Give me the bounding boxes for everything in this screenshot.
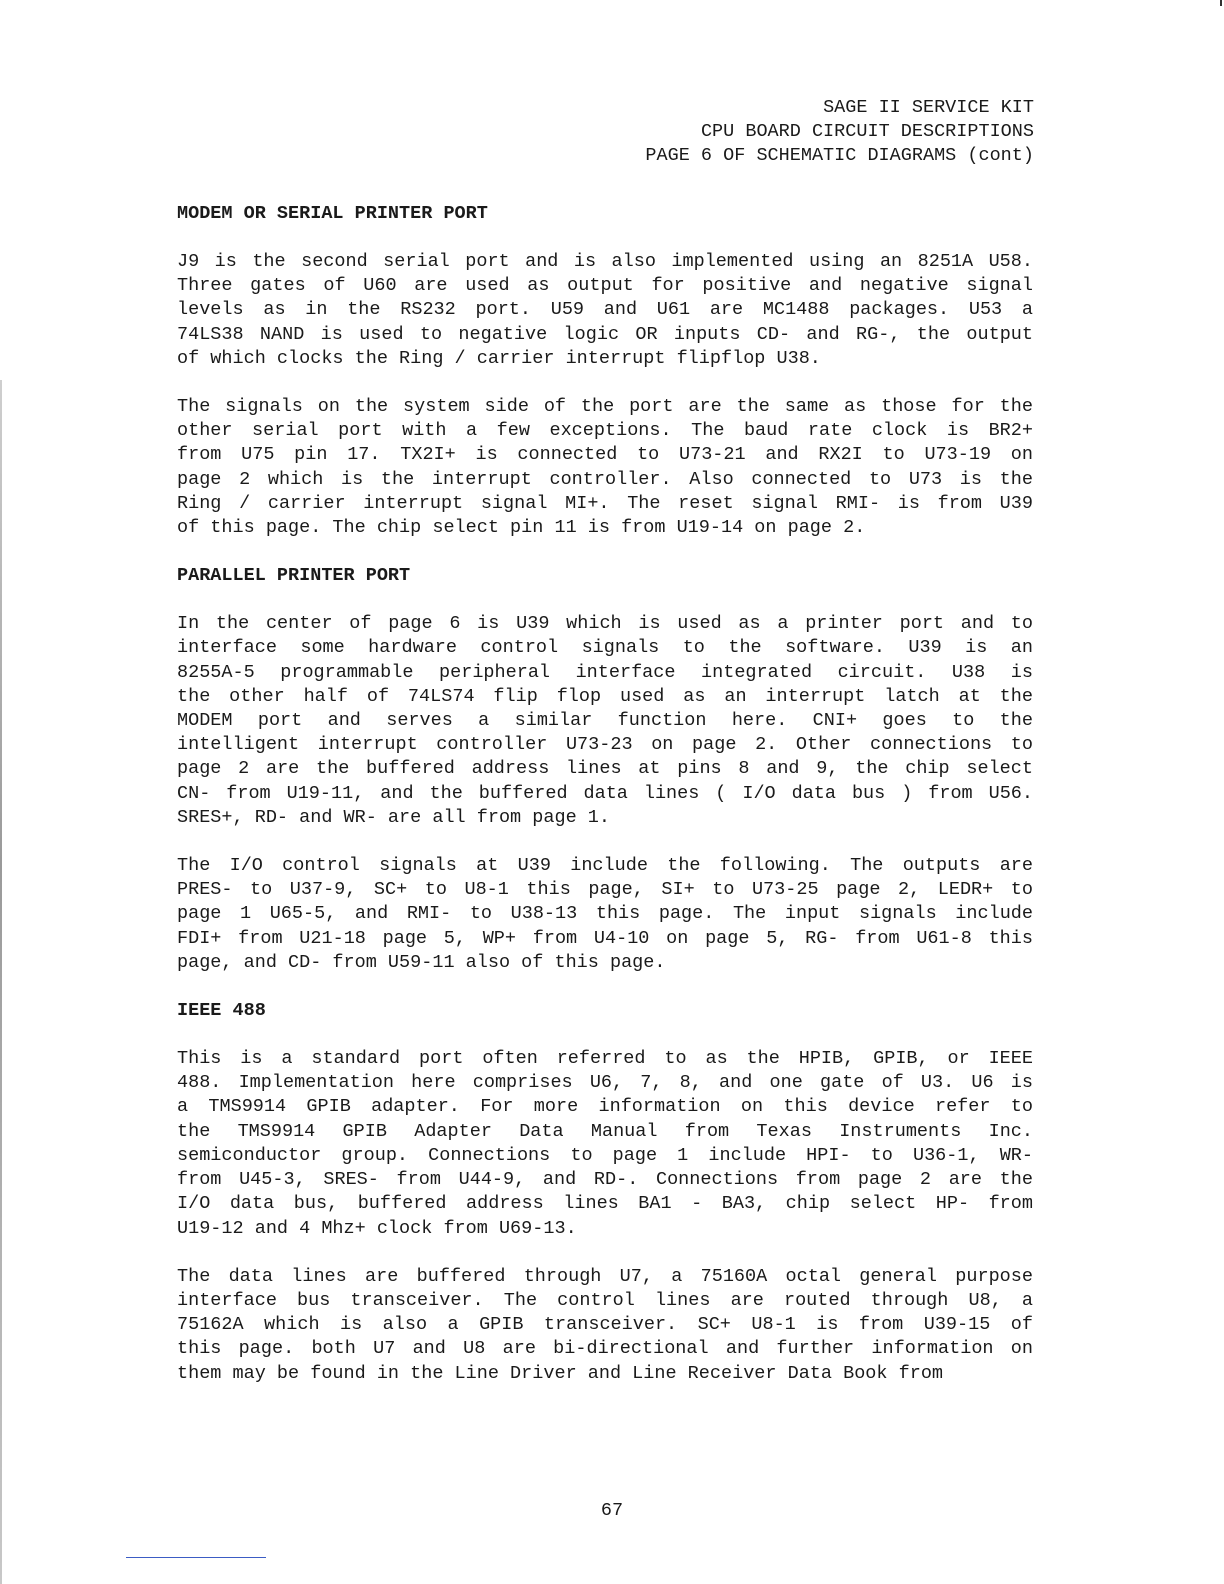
- text-line: In the center of page 6 is U39 which is used as a printer port and to: [177, 613, 1033, 635]
- page-number: 67: [600, 1500, 624, 1521]
- text-line: this page. both U7 and U8 are bi-directional and further information on: [177, 1338, 1033, 1360]
- text-line: 8255A-5 programmable peripheral interface integrated circuit. U38 is: [177, 661, 1033, 683]
- paragraph: [177, 854, 1033, 975]
- paragraph: [177, 1047, 1033, 1241]
- document-body: [177, 202, 1033, 1410]
- text-line: a TMS9914 GPIB adapter. For more information on this device refer to: [177, 1096, 1033, 1118]
- section: [177, 202, 1033, 540]
- text-line: PRES- to U37-9, SC+ to U8-1 this page, SI+ to U73-25 page 2, LEDR+ to: [177, 879, 1033, 901]
- text-line: I/O data bus, buffered address lines BA1 - BA3, chip select HP- from: [177, 1193, 1033, 1215]
- section-heading: MODEM OR SERIAL PRINTER PORT: [177, 203, 488, 224]
- header-subtitle: CPU BOARD CIRCUIT DESCRIPTIONS: [700, 121, 1034, 142]
- text-line: other serial port with a few exceptions. The baud rate clock is BR2+: [177, 420, 1033, 442]
- text-line: MODEM port and serves a similar function here. CNI+ goes to the: [177, 710, 1033, 732]
- section: [177, 999, 1033, 1386]
- text-line: of which clocks the Ring / carrier interrupt flipflop U38.: [177, 347, 821, 369]
- section-heading: IEEE 488: [177, 1000, 266, 1022]
- text-line: page 2 are the buffered address lines at pins 8 and 9, the chip select: [177, 758, 1033, 780]
- text-line: page, and CD- from U59-11 also of this page.: [177, 951, 666, 973]
- text-line: interface some hardware control signals to the software. U39 is an: [177, 637, 1033, 659]
- text-line: U19-12 and 4 Mhz+ clock from U69-13.: [177, 1217, 577, 1239]
- paragraph: [177, 395, 1033, 540]
- text-line: of this page. The chip select pin 11 is from U19-14 on page 2.: [177, 517, 866, 539]
- text-line: FDI+ from U21-18 page 5, WP+ from U4-10 on page 5, RG- from U61-8 this: [177, 927, 1033, 949]
- text-line: This is a standard port often referred to as the HPIB, GPIB, or IEEE: [177, 1048, 1033, 1070]
- scan-left-edge: [0, 380, 2, 1584]
- text-line: J9 is the second serial port and is also implemented using an 8251A U58.: [177, 251, 1033, 272]
- text-line: Three gates of U60 are used as output for positive and negative signal: [177, 275, 1033, 297]
- section: [177, 564, 1033, 975]
- text-line: 75162A which is also a GPIB transceiver. SC+ U8-1 is from U39-15 of: [177, 1314, 1033, 1336]
- text-line: page 2 which is the interrupt controller. Also connected to U73 is the: [177, 468, 1033, 490]
- text-line: page 1 U65-5, and RMI- to U38-13 this page. The input signals include: [177, 903, 1033, 925]
- text-line: 488. Implementation here comprises U6, 7, 8, and one gate of U3. U6 is: [177, 1072, 1033, 1094]
- header-page-ref: PAGE 6 OF SCHEMATIC DIAGRAMS (cont): [645, 145, 1034, 166]
- paragraph: [177, 1265, 1033, 1386]
- text-line: The data lines are buffered through U7, a 75160A octal general purpose: [177, 1265, 1033, 1287]
- text-line: The I/O control signals at U39 include the following. The outputs are: [177, 855, 1033, 877]
- text-line: levels as in the RS232 port. U59 and U61 are MC1488 packages. U53 a: [177, 299, 1033, 321]
- header-title: SAGE II SERVICE KIT: [823, 97, 1034, 118]
- scan-corner-mark: [1220, 0, 1222, 6]
- text-line: 74LS38 NAND is used to negative logic OR inputs CD- and RG-, the output: [177, 323, 1033, 345]
- text-line: from U75 pin 17. TX2I+ is connected to U73-21 and RX2I to U73-19 on: [177, 444, 1033, 466]
- text-line: CN- from U19-11, and the buffered data lines ( I/O data bus ) from U56.: [177, 782, 1033, 804]
- text-line: Ring / carrier interrupt signal MI+. The reset signal RMI- is from U39: [177, 492, 1033, 514]
- text-line: The signals on the system side of the port are the same as those for the: [177, 396, 1033, 418]
- section-heading: PARALLEL PRINTER PORT: [177, 565, 411, 587]
- text-line: SRES+, RD- and WR- are all from page 1.: [177, 806, 610, 828]
- page-header: [645, 96, 1034, 168]
- text-line: the TMS9914 GPIB Adapter Data Manual from Texas Instruments Inc.: [177, 1120, 1033, 1142]
- text-line: them may be found in the Line Driver and Line Receiver Data Book from: [177, 1362, 944, 1384]
- text-line: interface bus transceiver. The control lines are routed through U8, a: [177, 1289, 1033, 1311]
- paragraph: [177, 612, 1033, 830]
- footer-rule: [126, 1557, 266, 1558]
- paragraph: [177, 250, 1033, 371]
- text-line: from U45-3, SRES- from U44-9, and RD-. Connections from page 2 are the: [177, 1169, 1033, 1191]
- text-line: the other half of 74LS74 flip flop used as an interrupt latch at the: [177, 685, 1033, 707]
- text-line: intelligent interrupt controller U73-23 on page 2. Other connections to: [177, 734, 1033, 756]
- text-line: semiconductor group. Connections to page 1 include HPI- to U36-1, WR-: [177, 1144, 1033, 1166]
